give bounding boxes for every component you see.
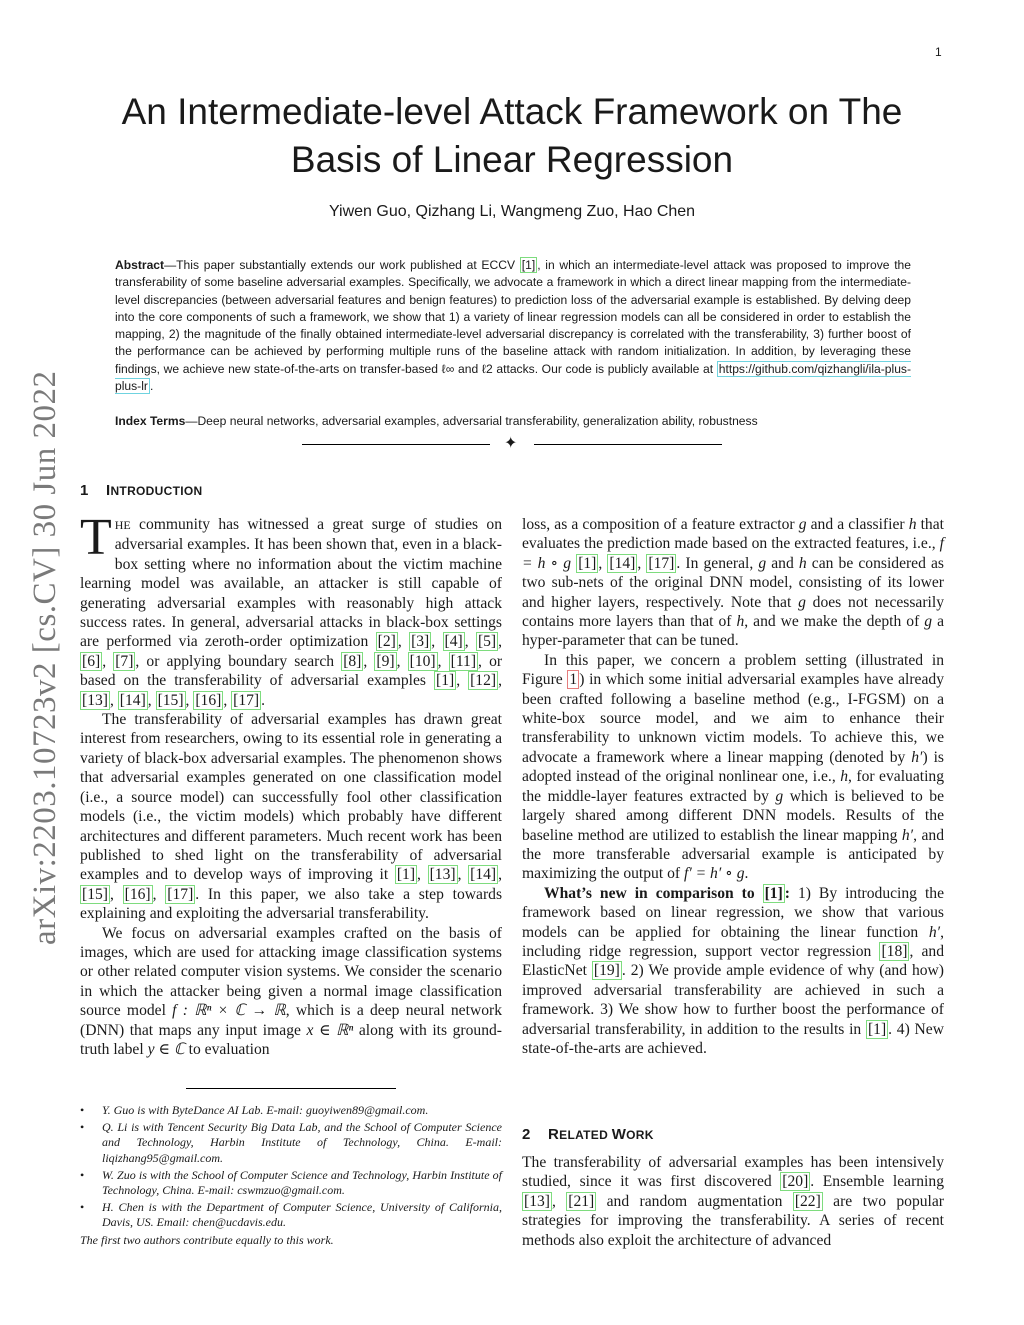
bullet-icon: • (80, 1120, 85, 1135)
intro-paragraph-1: THE community has witnessed a great surge of studies on adversarial examples. It has been shown that, even in a black-box setting where no information about the victim machine learning model was available, an attacker is still capable of generating adversarial examples with reasonably high attack success rates. In general, adversarial attacks in black-box settings are performed via zeroth-order optimization [2] , [3] , [4] , [5] , [6] , [7] , or applying boundary search [8] , [9] , [10] , [11] , or based on the transferability of adversarial examples [1] , [12] , [13] , [14] , [15] , [16] , [17] . (80, 509, 503, 709)
abstract-text: . (149, 379, 154, 394)
footnote-text: Q. Li is with Tencent Security Big Data Lab, and the School of Computer Science and Technology, Harbin Institute of Technology, China. E-mail: liqizhang95@gmail.com. (102, 1120, 502, 1165)
math-inline: g (775, 787, 784, 805)
citation-link[interactable]: [14] (609, 554, 636, 572)
intro-text: In this paper, we concern a problem setting (illustrated in Figure (522, 651, 944, 689)
intro-text: along with its ground-truth label (80, 1021, 502, 1058)
intro-text: . 2) We provide ample evidence of why (and how) improved adversarial transferability are achieved in such a framework. 3) We show how to further boost the performance of adversarial transferability, in addition to the results in (522, 962, 944, 1038)
section-number: 1 (80, 482, 89, 499)
intro-text: loss, as a composition of a feature extractor (522, 516, 799, 533)
left-column (80, 509, 503, 1059)
section-heading-introduction (80, 482, 202, 499)
citation-link[interactable]: [14] (119, 691, 146, 709)
citation-link[interactable]: [20] (782, 1173, 809, 1191)
separator-rule-right (534, 444, 722, 445)
intro-paragraph-3 (80, 924, 502, 1060)
author-list: Yiwen Guo, Qizhang Li, Wangmeng Zuo, Hao Chen (328, 203, 696, 220)
section-title-rest: ORK (626, 1128, 654, 1142)
index-terms-text: —Deep neural networks, adversarial examples, adversarial transferability, generalization ability, robustness (185, 414, 758, 428)
citation-link[interactable]: [8] (343, 652, 362, 670)
intro-text: and (766, 554, 799, 572)
citation-link[interactable]: [17] (648, 554, 675, 572)
page-number: 1 (935, 45, 942, 59)
math-inline: x ∈ ℝⁿ (306, 1021, 354, 1039)
abstract-text: and (454, 361, 482, 376)
citation-link[interactable]: [17] (167, 885, 194, 903)
section-title-initial: W (611, 1126, 627, 1143)
separator-rule-left (302, 444, 490, 445)
intro-text: a hyper-parameter that can be tuned. (522, 613, 944, 650)
intro-text: that evaluates the prediction made based on the extracted features, i.e., (522, 516, 944, 553)
citation-link[interactable]: [15] (157, 691, 184, 709)
math-inline: h′ (901, 826, 914, 844)
math-inline: y ∈ ℂ (147, 1040, 185, 1058)
footnote-text: Y. Guo is with ByteDance AI Lab. E-mail: guoyiwen89@gmail.com. (102, 1103, 429, 1117)
math-inline: h (798, 554, 807, 572)
intro-text: The transferability of adversarial examples has drawn great interest from researchers, owing to its essential role in generating a variety of black-box adversarial examples. The phenomenon shows that adversarial examples generated on one classification model (i.e., a source model) can successfully fool other classification models (i.e., the victim models) which probably have different architectures and different parameters. Much recent work has been published to shed light on the transferability of adversarial examples and to develop ways of improving it (80, 711, 502, 884)
code-url-link[interactable]: https://github.com/qizhangli/ila-plus-plus-lr (115, 361, 912, 394)
intro-paragraph-6 (522, 884, 944, 1059)
related-work-text (522, 1153, 944, 1250)
math-inline: f′ = h′ ∘ g (683, 865, 745, 883)
footnote-item (80, 1168, 502, 1198)
footnote-rule (186, 1088, 396, 1089)
whats-new-lead (544, 884, 790, 903)
math-inline: g (798, 593, 806, 611)
citation-link[interactable]: [1] (764, 884, 783, 902)
citation-link[interactable]: [11] (450, 652, 477, 670)
citation-link[interactable]: [19] (593, 962, 620, 980)
section-title-initial: R (548, 1126, 560, 1143)
bullet-icon: • (80, 1200, 85, 1215)
math-inline: g (758, 554, 767, 572)
bullet-icon: • (80, 1167, 85, 1182)
intro-text: 1) By introducing the framework based on linear regression, we show that various models can be applied for obtaining the linear function (522, 884, 945, 941)
intro-text: . In this paper, we also take a step towards explaining and exploiting the adversarial transferability. (80, 885, 503, 923)
intro-text: can be considered as two sub-nets of the original DNN model, consisting of its lower and higher layers, respectively. Note that (522, 554, 944, 611)
whats-new-lead-colon: : (784, 884, 790, 902)
figure-reference-link[interactable]: 1 (569, 671, 578, 689)
citation-link[interactable]: [1] (396, 866, 416, 884)
intro-paragraph-2: The transferability of adversarial examples has drawn great interest from researchers, owing to its essential role in generating a variety of black-box adversarial examples. The phenomenon shows that adversarial examples generated on one classification model (i.e., a source model) can successfully fool other classification models (i.e., the victim models) which probably have different architectures and different parameters. Much recent work has been published to shed light on the transferability of adversarial examples and to develop ways of improving it [1] , [13] , [14] , [15] , [16] , [17] . In this paper, we also take a step towards explaining and exploiting the adversarial transferability. (80, 711, 503, 923)
intro-text: , or applying boundary search (135, 652, 342, 670)
citation-link[interactable]: [18] (881, 942, 908, 960)
intro-text: , and the more transferable adversarial example is anticipated by maximizing the output of (522, 826, 944, 883)
footnote-text: W. Zuo is with the School of Computer Science and Technology, Harbin Institute of Technology, China. E-mail: cswmzuo@gmail.com. (102, 1167, 502, 1198)
index-terms (115, 413, 911, 430)
footnote-text: H. Chen is with the Department of Computer Science, University of California, Davis, US. Email: chen@ucdavis.edu. (102, 1200, 502, 1230)
citation-link[interactable]: [1] (578, 554, 597, 572)
related-text: and random augmentation (596, 1192, 793, 1210)
abstract (115, 257, 911, 395)
intro-text: , and ElasticNet (522, 942, 945, 980)
separator-star-icon: ✦ (504, 435, 518, 452)
math-inline: h′ (911, 748, 923, 766)
intro-text: does not necessarily contains more layers than that of (522, 593, 944, 631)
equal-contribution-note: The first two authors contribute equally to this work. (80, 1233, 334, 1247)
intro-text: , for evaluating the middle-layer features extracted by (522, 768, 944, 805)
citation-link[interactable]: [21] (568, 1192, 595, 1210)
intro-text: which is believed to be largely shared among different DNN models. Results of the baseline method are utilized to establish the linear mapping (522, 787, 944, 844)
related-text: are two popular strategies for improving the transferability. A series of recent methods also exploit the architecture of advanced (522, 1192, 944, 1249)
abstract-text: attacks. Our code is publicly available at (492, 361, 717, 376)
title-line-2: Basis of Linear Regression (290, 139, 734, 180)
related-text: The transferability of adversarial examples has been intensively studied, since it was first discovered (522, 1154, 944, 1191)
footnote-item (80, 1103, 502, 1118)
intro-text: ) is adopted instead of the original nonlinear one, i.e., (522, 748, 944, 786)
intro-text: HE (114, 518, 131, 532)
intro-paragraph-5 (522, 651, 944, 884)
math-inline: g (924, 613, 933, 631)
citation-link[interactable]: [12] (470, 672, 497, 690)
intro-text: . In general, (676, 554, 759, 572)
citation-link[interactable]: [16] (195, 691, 222, 709)
citation-link[interactable]: [13] (82, 691, 108, 709)
citation-link[interactable]: [17] (233, 691, 260, 709)
citation-link[interactable]: [7] (115, 652, 134, 670)
footnote-item (80, 1200, 502, 1230)
footnote-item (80, 1120, 502, 1166)
section-title-rest: ELATED (559, 1128, 612, 1142)
math-inline: h (840, 768, 848, 786)
math-inline: h (736, 613, 745, 631)
citation-link[interactable]: [10] (409, 652, 436, 670)
citation-link[interactable]: [16] (124, 885, 151, 903)
math-l2: ℓ2 (481, 361, 493, 376)
abstract-text: , in which an intermediate-level attack was proposed to improve the transferability of some baseline adversarial examples. Specifically, we advocate a framework in which a direct linear mapping from the intermediate-level discrepancies (between adversarial features and benign features) to prediction loss of the adversarial example is established. By delving deep into the core components of such a framework, we show that 1) a variety of linear regression models can all be considered in order to establish the mapping, 2) the magnitude of the finally obtained intermediate-level adversarial discrepancy is correlated with the transferability, 3) further boost of the performance can be achieved by performing multiple runs of the baseline attack with random initialization. In addition, by leveraging these findings, we achieve new state-of-the-arts on transfer-based (115, 258, 912, 376)
citation-link[interactable]: [1] (867, 1020, 887, 1038)
citation-link[interactable]: [4] (444, 633, 463, 651)
citation-link[interactable]: [5] (477, 633, 497, 651)
math-inline: f : ℝⁿ × ℂ → ℝ (172, 1002, 286, 1020)
intro-text: We focus on adversarial examples crafted on the basis of images, which are used for attacking image classification systems or other related computer vision systems. We consider the scenario in which the attacker being given a normal image classification source model (80, 924, 502, 1020)
citation-link[interactable]: [3] (411, 633, 430, 651)
citation-link[interactable]: [13] (429, 866, 456, 884)
intro-text: community has witnessed a great surge of studies on adversarial examples. It has been shown that, even in a black-box setting where no information about the victim machine learning model was available, an attacker is still capable of generating adversarial examples with reasonably high attack success rates. In general, adversarial attacks in black-box settings are performed via zeroth-order optimization (80, 516, 502, 651)
paper-title (60, 88, 964, 184)
citation-link[interactable]: [6] (82, 652, 101, 670)
intro-text: , including ridge regression, support vector regression (522, 923, 944, 960)
intro-text: to evaluation (184, 1040, 270, 1058)
intro-paragraph-4: loss, as a composition of a feature extractor g and a classifier h that evaluates the prediction made based on the extracted features, i.e., f = h ∘ g [1] , [14] , [17] . In general, g and h can be considered as two sub-nets of the original DNN model, consisting of its lower and higher layers, respectively. Note that g does not necessarily contains more layers than that of h, and we make the depth of g a hyper-parameter that can be tuned. (522, 516, 944, 650)
citation-link[interactable]: [2] (377, 633, 396, 651)
section-number: 2 (522, 1126, 531, 1143)
index-terms-lead: Index Terms (115, 414, 186, 428)
title-line-1: An Intermediate-level Attack Framework on The (121, 91, 903, 132)
whats-new-lead-text: What’s new in comparison to (544, 884, 763, 902)
citation-link[interactable]: [15] (82, 885, 108, 903)
intro-text: . (744, 865, 749, 883)
footnotes (80, 1103, 502, 1233)
citation-link[interactable]: [9] (376, 652, 395, 670)
intro-text: , or based on the transferability of adversarial examples (80, 652, 503, 690)
abstract-text: —This paper substantially extends our work published at ECCV (164, 258, 520, 272)
section-title-initial: I (106, 482, 111, 499)
arxiv-identifier-stamp[interactable]: arXiv:2203.10723v2 [cs.CV] 30 Jun 2022 (27, 370, 63, 945)
math-inline: f = h ∘ g (522, 535, 944, 572)
bullet-icon: • (80, 1103, 85, 1117)
related-text: . Ensemble learning (810, 1173, 944, 1191)
drop-cap: T (80, 509, 112, 566)
citation-link[interactable]: [13] (524, 1192, 550, 1210)
intro-text: and a classifier (806, 516, 909, 533)
abstract-lead: Abstract (115, 258, 165, 272)
math-linf: ℓ∞ (441, 361, 455, 376)
section-heading-related-work (522, 1126, 654, 1143)
right-column (522, 515, 944, 1058)
section-title-rest: NTRODUCTION (110, 484, 203, 498)
citation-link[interactable]: [1] (436, 672, 455, 690)
math-inline: h′ (928, 923, 941, 941)
related-text: , (551, 1192, 567, 1210)
citation-link[interactable]: [14] (470, 866, 497, 884)
intro-text: , which is a deep neural network (DNN) that maps any input image (80, 1002, 502, 1039)
citation-link[interactable]: [1] (521, 258, 536, 272)
related-paragraph-1 (522, 1153, 944, 1250)
math-inline: h (908, 516, 917, 533)
intro-text: , and we make the depth of (744, 613, 925, 631)
intro-text: . 4) New state-of-the-arts are achieved. (522, 1020, 944, 1057)
citation-link[interactable]: [22] (794, 1192, 821, 1210)
intro-text: ) in which some initial adversarial examples have already been crafted following a baseline method (e.g., I-FGSM) on a white-box source model, and we aim to enhance their transferability to unknown victim models. To achieve this, we advocate a framework where a linear mapping (denoted by (522, 671, 944, 766)
math-inline: g (798, 516, 807, 533)
